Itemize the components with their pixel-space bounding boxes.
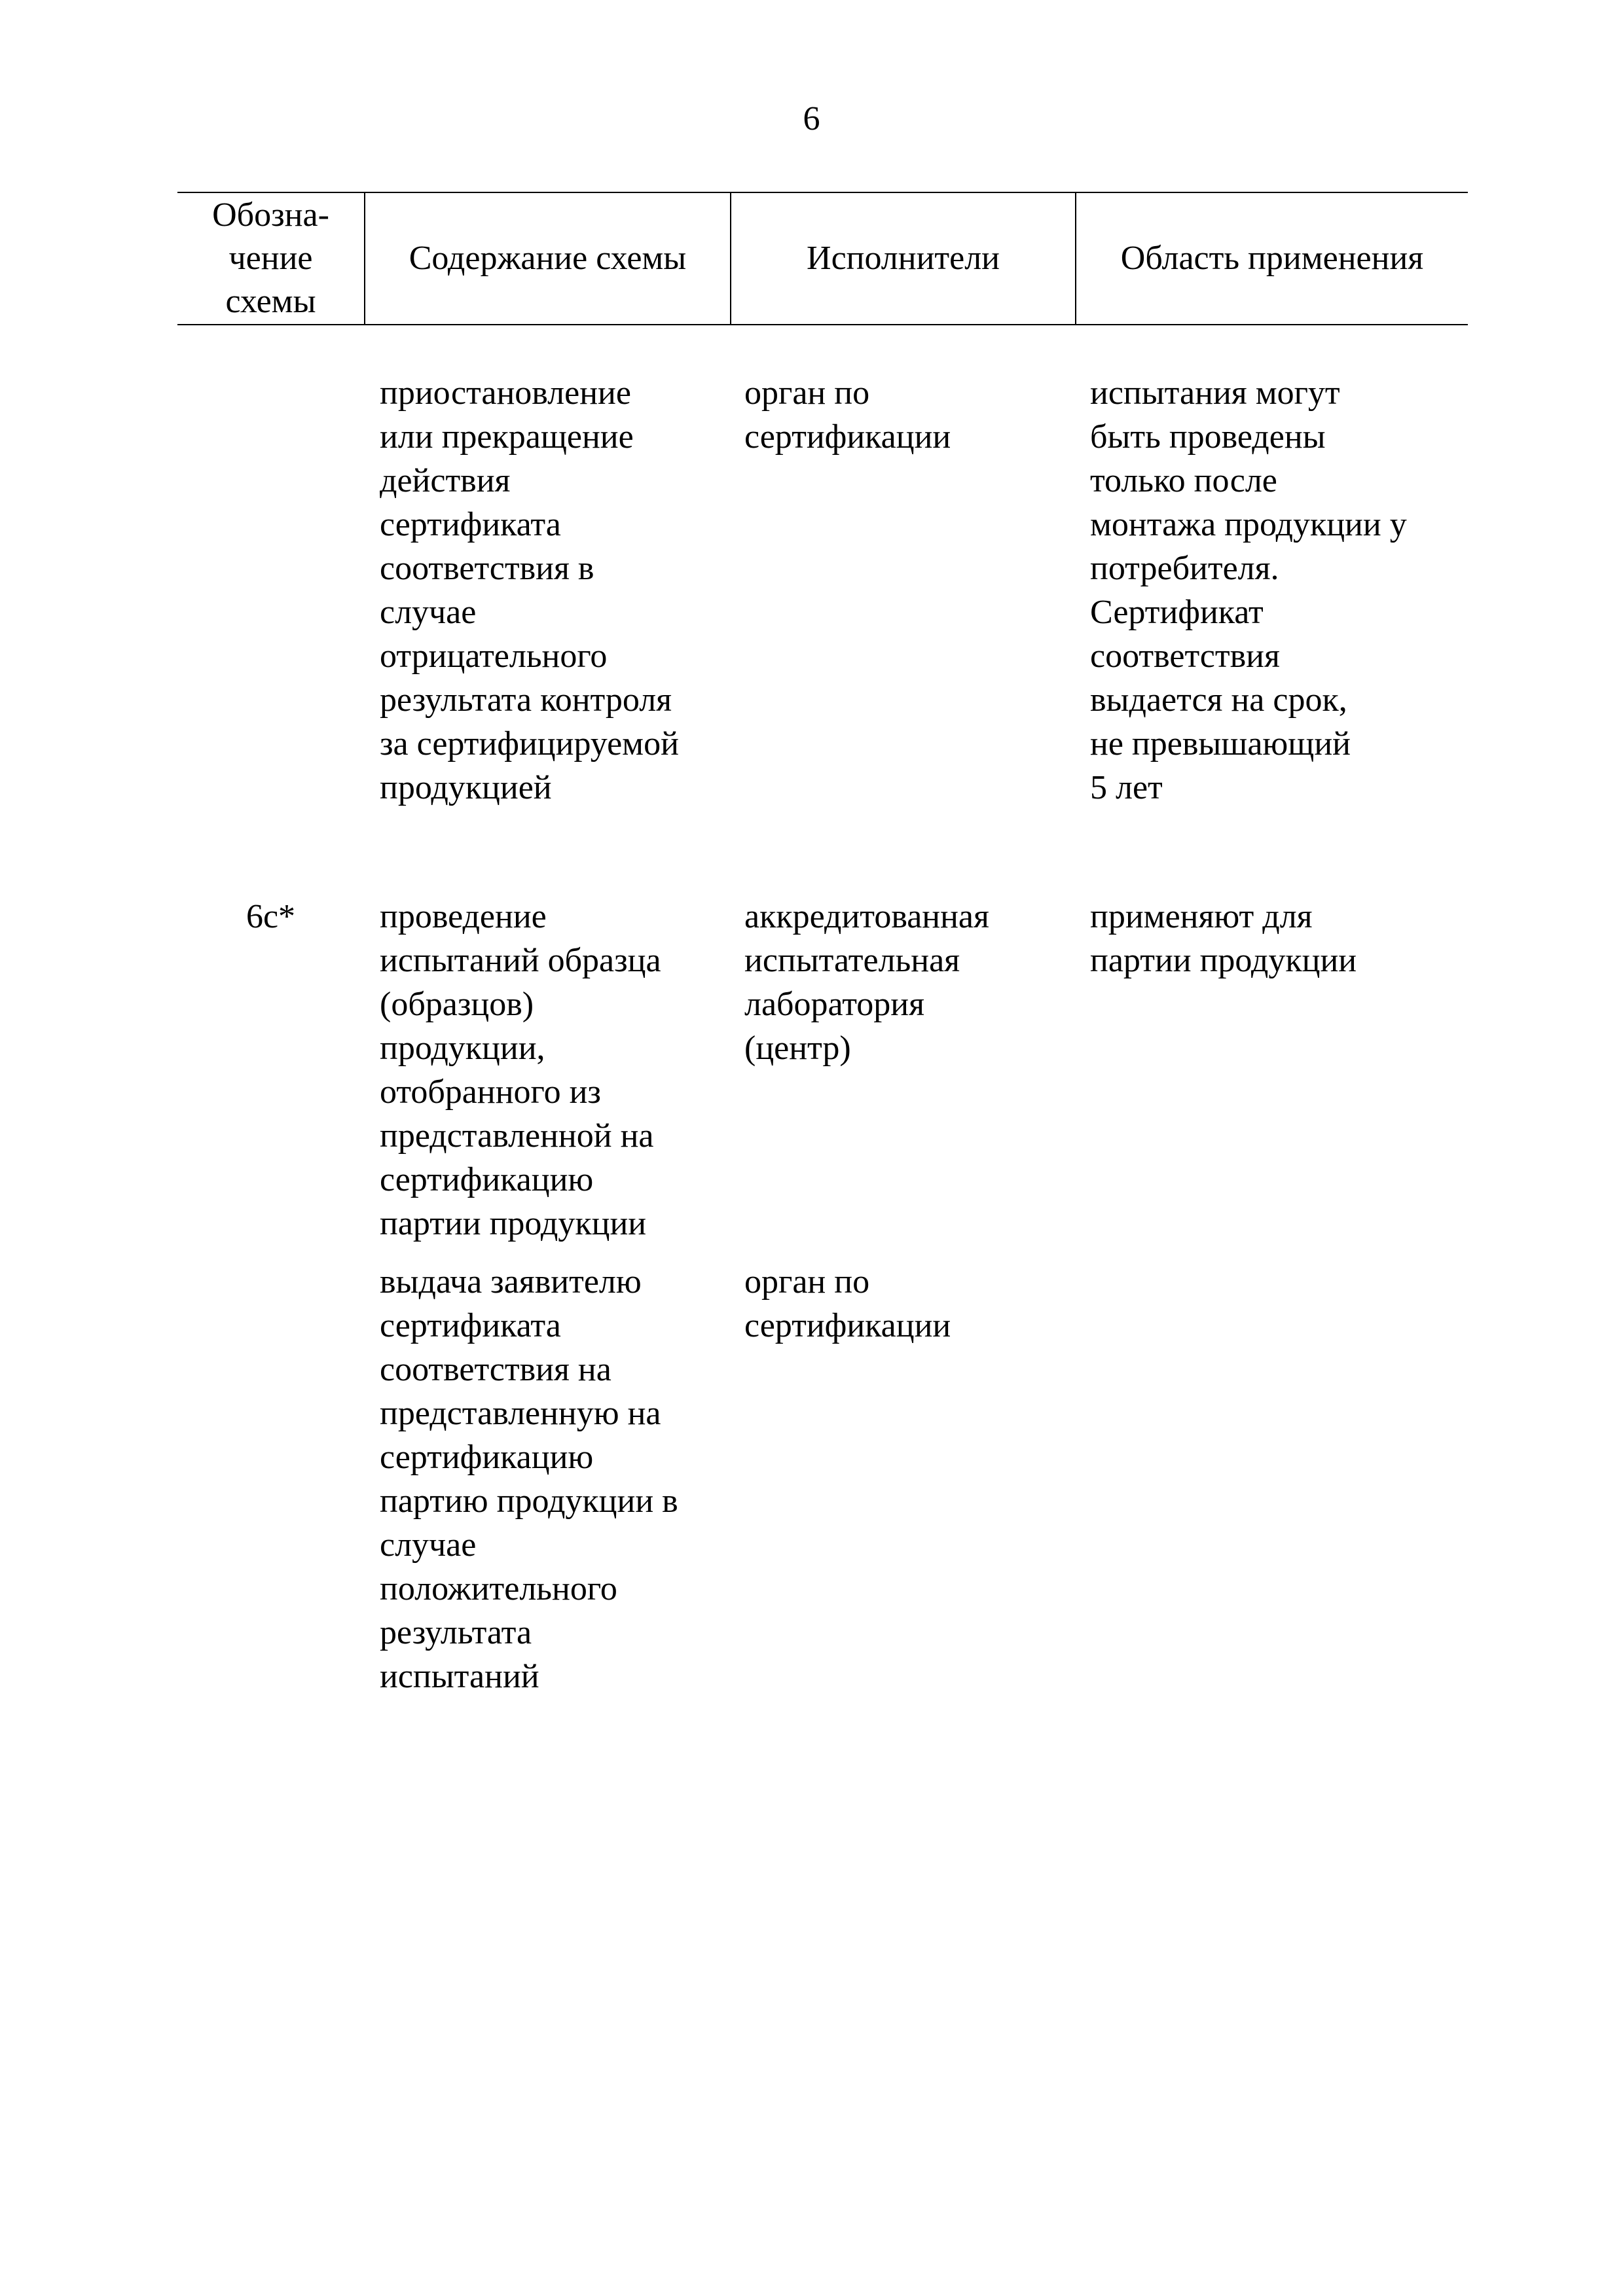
header-application-area-text: Область применения <box>1120 240 1424 277</box>
table-row-content: выдача заявителю сертификата соответствия на представленную на сертификацию партию продукции в случае положительного результата испытаний <box>380 1263 678 1695</box>
page-number: 6 <box>803 100 820 137</box>
table-row-content: проведение испытаний образца (образцов) продукции, отобранного из представленной на сертификацию партии продукции <box>380 898 661 1242</box>
header-scheme-content <box>365 193 730 324</box>
table-header-rule <box>177 324 1468 325</box>
table-row-content: приостановление или прекращение действия сертификата соответствия в случае отрицательного результата контроля за сертифицируемой продукцией <box>380 374 679 806</box>
header-scheme-code-text: Обозна- чение схемы <box>212 196 329 320</box>
table-row-area: испытания могут быть проведены только после монтажа продукции у потребителя. Сертификат соответствия выдается на срок, не превышающий 5 лет <box>1090 374 1407 806</box>
table-row-executor: орган по сертификации <box>744 374 951 456</box>
header-executors-text: Исполнители <box>807 240 1000 277</box>
header-scheme-code <box>177 193 364 324</box>
table-row-executor: аккредитованная испытательная лаборатория (центр) <box>744 898 989 1067</box>
table-row-area: применяют для партии продукции <box>1090 898 1357 979</box>
table-row-code: 6с* <box>246 898 296 935</box>
header-executors <box>731 193 1075 324</box>
table-row-executor: орган по сертификации <box>744 1263 951 1344</box>
header-application-area <box>1076 193 1468 324</box>
header-scheme-content-text: Содержание схемы <box>409 240 687 277</box>
